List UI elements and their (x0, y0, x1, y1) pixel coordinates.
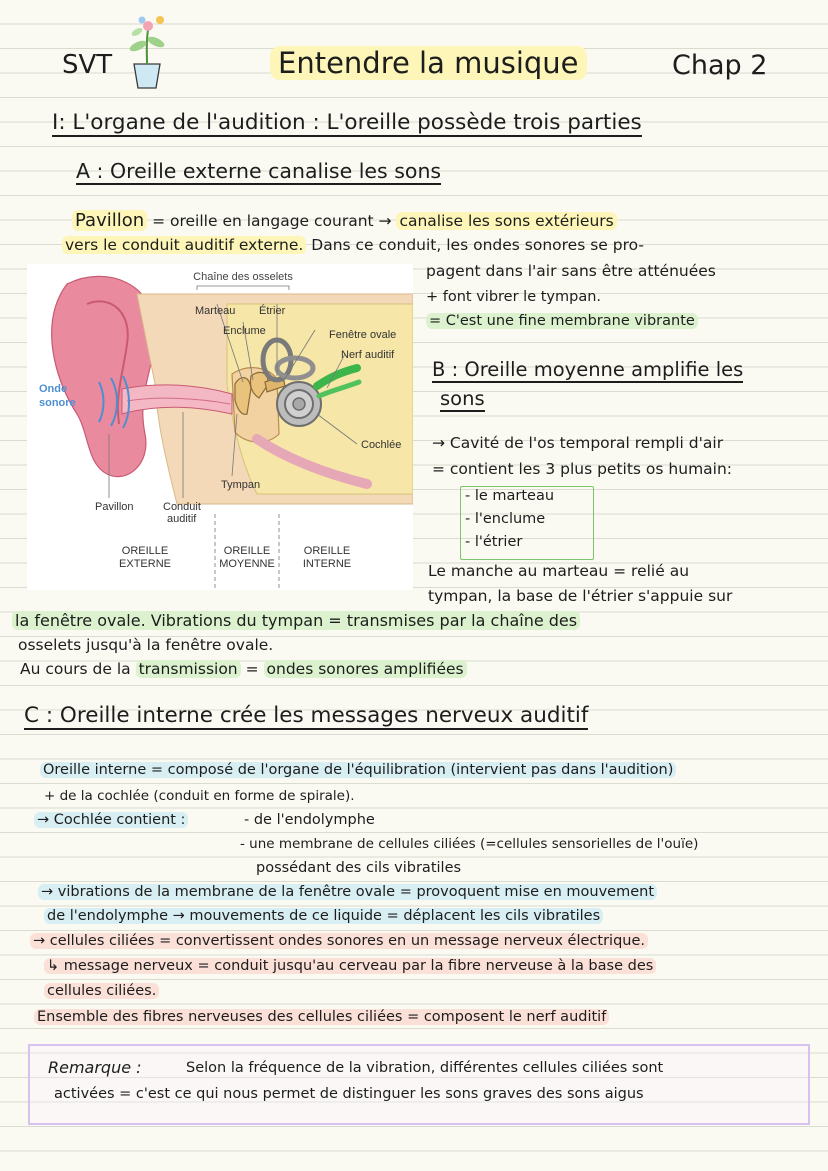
conduit-rest: Dans ce conduit, les ondes sonores se pro- (311, 236, 644, 254)
cochlea-contains: → Cochlée contient : (34, 812, 188, 828)
label-interne-2: INTERNE (302, 558, 352, 570)
pavillon-role: canalise les sons extérieurs (396, 212, 616, 230)
pavillon-term: Pavillon (72, 210, 147, 231)
section-a-line-4: + font vibrer le tympan. (426, 289, 602, 305)
ossicle-item: - le marteau (465, 488, 555, 504)
label-moyenne-2: MOYENNE (219, 558, 275, 570)
section-b-line-3: Le manche au marteau = relié au (428, 562, 690, 580)
section-a-title: A : Oreille externe canalise les sons (76, 159, 442, 183)
label-marteau: Marteau (195, 305, 236, 317)
section-c-line-11-text: Ensemble des fibres nerveuses des cellules ciliées = composent le nerf auditif (34, 1009, 609, 1025)
ossicles-box (460, 486, 594, 560)
label-interne-1: OREILLE (303, 545, 351, 557)
label-etrier: Étrier (259, 305, 286, 317)
section-a-line-5: = C'est une fine membrane vibrante (426, 313, 698, 329)
conduit-text: vers le conduit auditif externe. (62, 236, 306, 254)
section-c-line-3a (34, 812, 188, 828)
remark-label: Remarque : (48, 1058, 142, 1077)
label-conduit-1: Conduit (163, 501, 201, 513)
section-c-line-5: possédant des cils vibratiles (256, 860, 462, 876)
section-c-line-8 (30, 933, 648, 949)
label-nerf: Nerf auditif (341, 349, 395, 361)
remark-line-2: activées = c'est ce qui nous permet de distinguer les sons graves des sons aigus (54, 1086, 644, 1102)
transmission-equals: = (245, 660, 259, 678)
section-a-line-3: pagent dans l'air sans être atténuées (426, 262, 716, 280)
ear-diagram (27, 264, 413, 590)
remark-box (28, 1044, 810, 1125)
section-b-line-4: tympan, la base de l'étrier s'appuie sur (428, 587, 733, 605)
label-externe-1: OREILLE (121, 545, 169, 557)
section-c-line-10-text: cellules ciliées. (44, 983, 159, 999)
section-b-line-5: la fenêtre ovale. Vibrations du tympan = transmises par la chaîne des (12, 611, 580, 630)
section-c-line-1 (40, 762, 676, 778)
section-b-title-2: sons (440, 387, 485, 410)
ossicle-item: - l'étrier (465, 534, 523, 550)
section-a-line-1 (72, 210, 617, 231)
label-cochlee: Cochlée (361, 439, 402, 451)
section-c-line-4: - une membrane de cellules ciliées (=cellules sensorielles de l'ouïe) (240, 836, 699, 852)
section-c-line-9 (44, 958, 656, 974)
label-chaine: Chaîne des osselets (193, 271, 293, 283)
label-onde: Onde (39, 383, 68, 395)
section-a-line-2 (62, 236, 644, 254)
section-c-line-7-text: de l'endolymphe → mouvements de ce liquide = déplacent les cils vibratiles (44, 908, 603, 924)
pavillon-definition: = oreille en langage courant → (152, 212, 392, 230)
section-b-title-1: B : Oreille moyenne amplifie les (432, 358, 744, 381)
label-tympan: Tympan (221, 479, 261, 491)
remark-line-1: Selon la fréquence de la vibration, différentes cellules ciliées sont (186, 1060, 664, 1076)
section-1-title: I: L'organe de l'audition : L'oreille possède trois parties (52, 110, 642, 135)
section-b-line-2: = contient les 3 plus petits os humain: (432, 460, 733, 478)
label-conduit-2: auditif (167, 513, 197, 525)
ossicle-item: - l'enclume (465, 511, 546, 527)
section-c-line-2: + de la cochlée (conduit en forme de spirale). (44, 788, 355, 804)
label-sonore: sonore (39, 397, 76, 409)
subject-label: SVT (62, 50, 113, 80)
section-c-line-8-text: → cellules ciliées = convertissent ondes sonores en un message nerveux électrique. (30, 933, 648, 949)
page-title: Entendre la musique (270, 46, 587, 80)
section-b-line-1: → Cavité de l'os temporal rempli d'air (432, 434, 724, 452)
transmission-term: transmission (136, 660, 241, 678)
amplified-waves: ondes sonores amplifiées (264, 660, 467, 678)
section-b-line-6: osselets jusqu'à la fenêtre ovale. (18, 636, 274, 654)
section-c-line-1-text: Oreille interne = composé de l'organe de l'équilibration (intervient pas dans l'audition) (40, 762, 676, 778)
label-fenetre: Fenêtre ovale (329, 329, 397, 341)
label-pavillon: Pavillon (95, 501, 134, 513)
transmission-intro: Au cours de la (20, 660, 131, 678)
section-c-line-6 (38, 884, 657, 900)
label-externe-2: EXTERNE (119, 558, 171, 570)
section-c-line-7 (44, 908, 603, 924)
chapter-label: Chap 2 (672, 50, 768, 81)
section-c-line-6-text: → vibrations de la membrane de la fenêtre ovale = provoquent mise en mouvement (38, 884, 657, 900)
section-b-line-7 (20, 660, 467, 678)
section-c-line-9-text: ↳ message nerveux = conduit jusqu'au cerveau par la fibre nerveuse à la base des (44, 958, 656, 974)
plant-doodle (122, 12, 172, 90)
section-c-line-11 (34, 1009, 609, 1025)
section-c-line-10 (44, 983, 159, 999)
section-c-title: C : Oreille interne crée les messages nerveux auditif (24, 703, 589, 728)
label-enclume: Enclume (223, 325, 266, 337)
label-moyenne-1: OREILLE (223, 545, 271, 557)
section-c-line-3b: - de l'endolymphe (244, 812, 375, 828)
